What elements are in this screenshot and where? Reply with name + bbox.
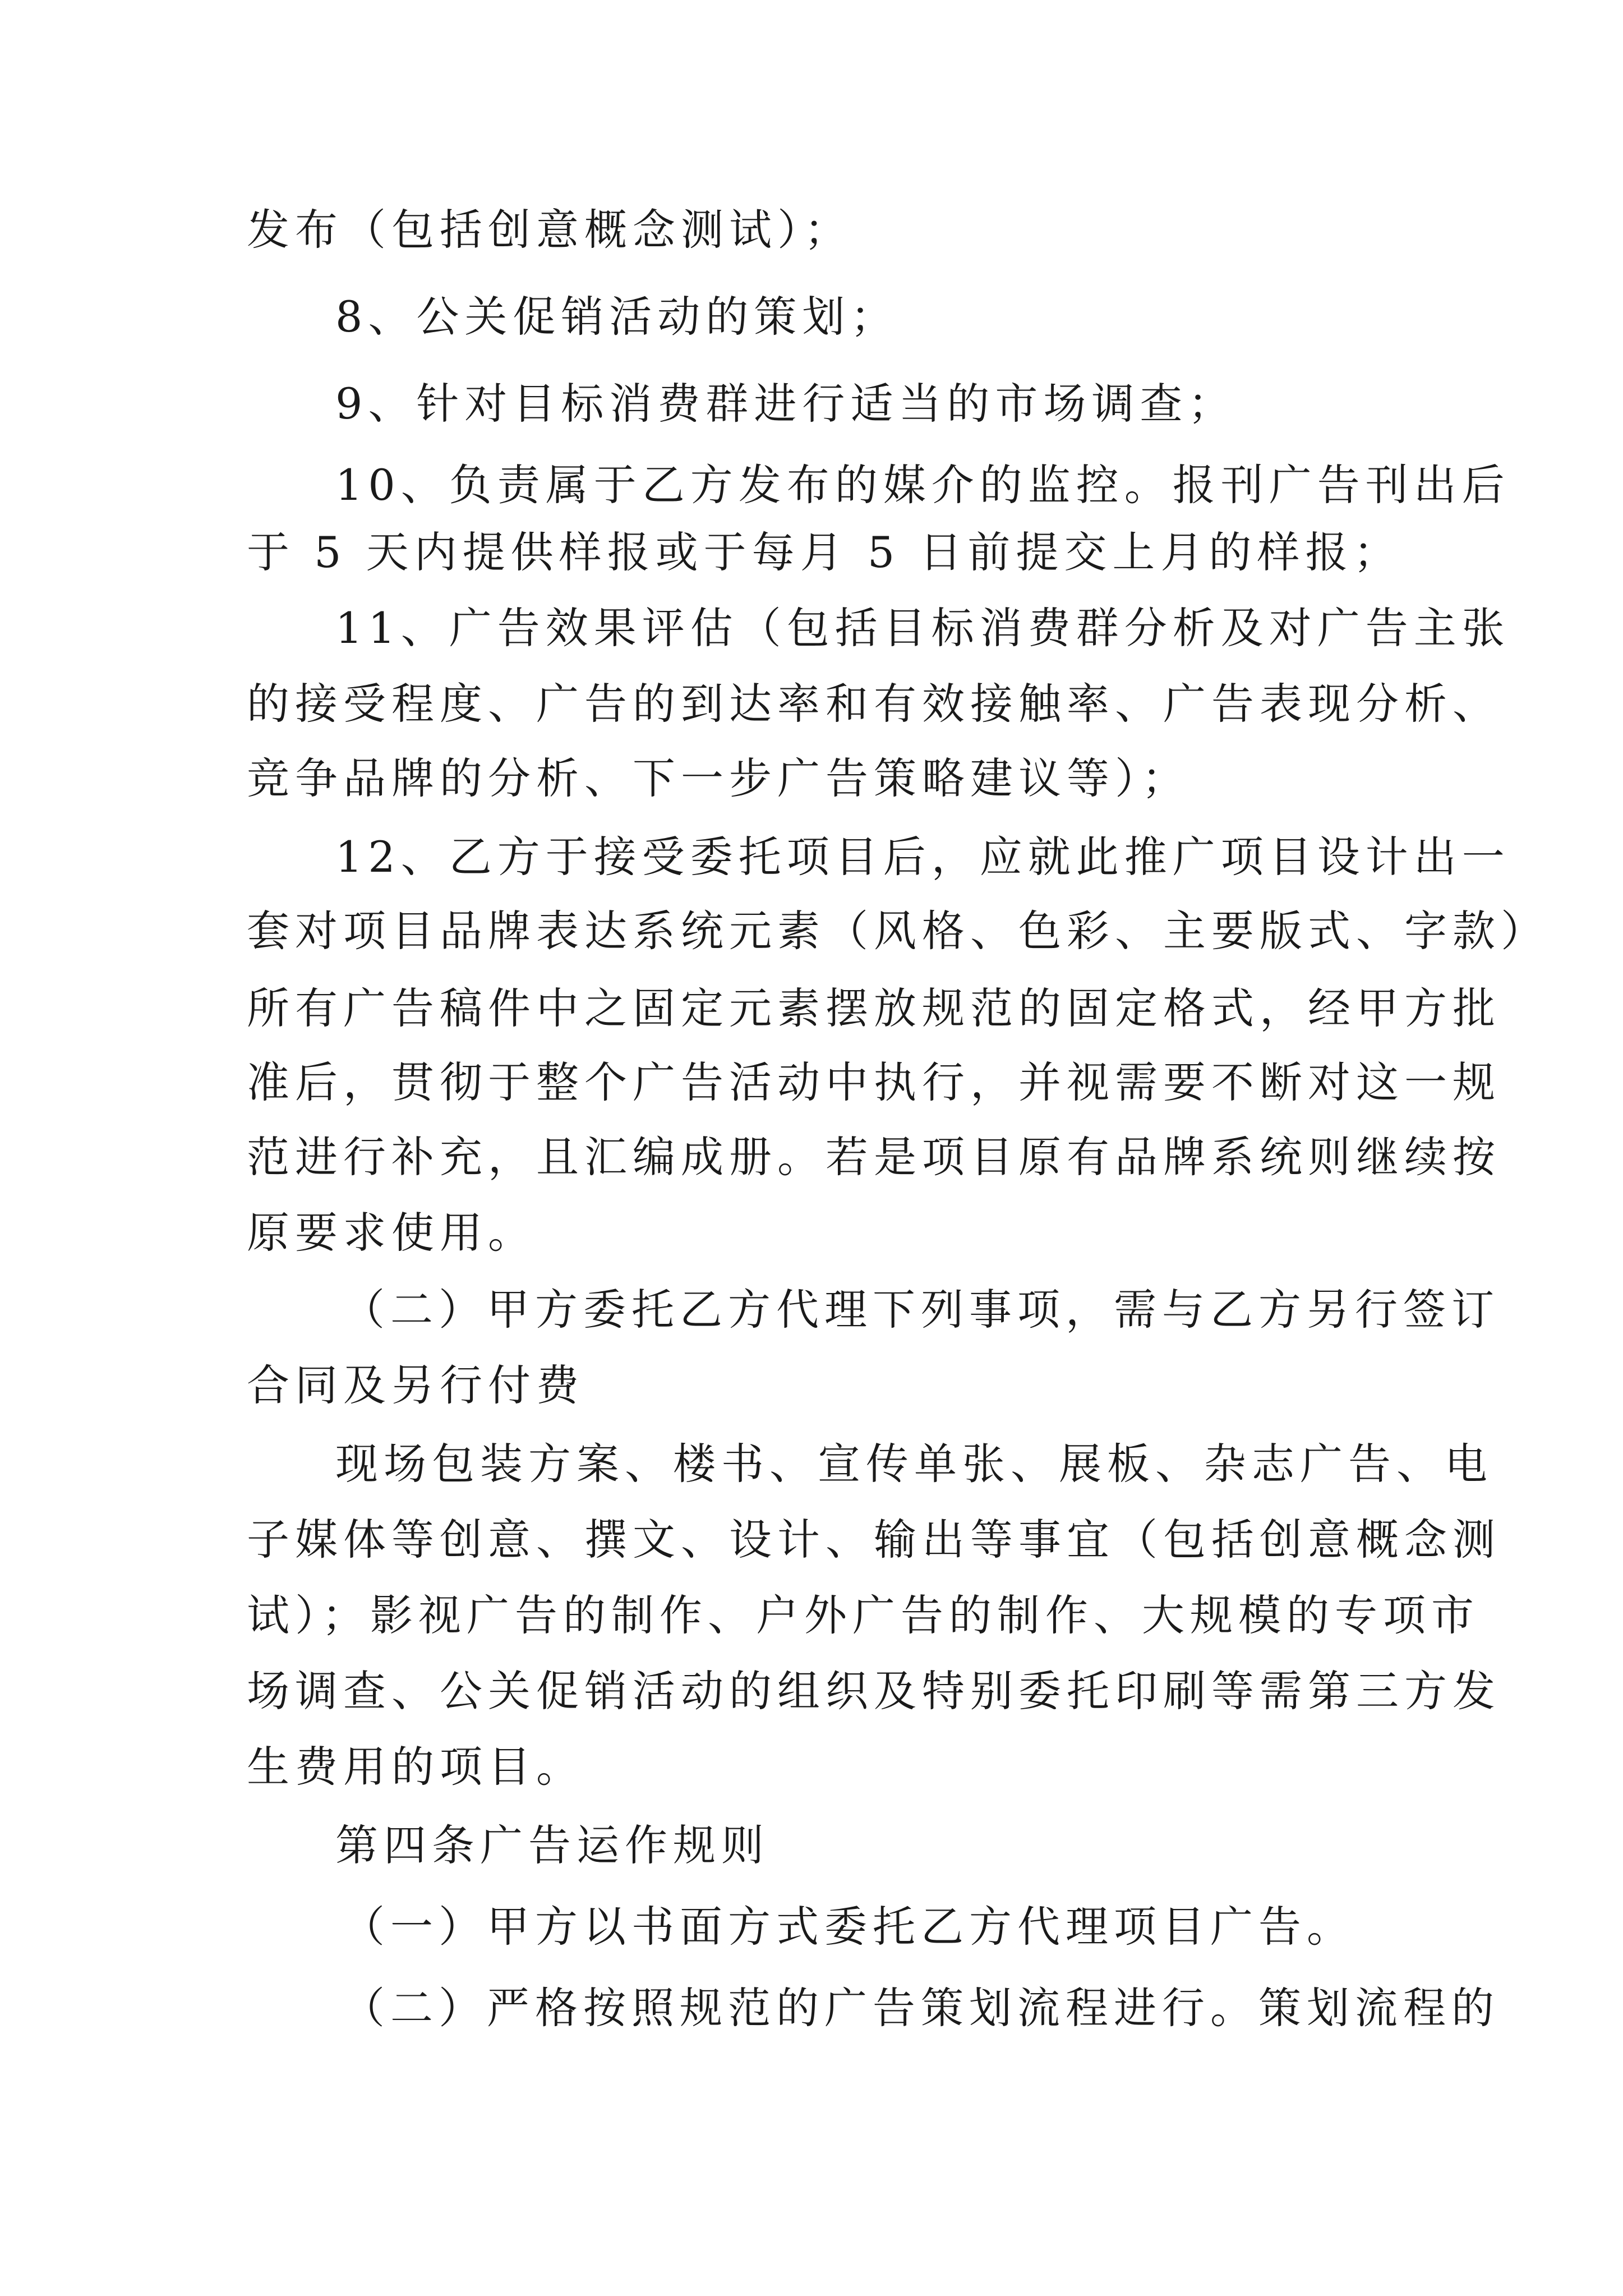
paragraph-line: 场调查、公关促销活动的组织及特别委托印刷等需第三方发 (247, 1666, 1501, 1716)
paragraph-line: 于 5 天内提供样报或于每月 5 日前提交上月的样报； (247, 527, 1402, 577)
paragraph-line: 竞争品牌的分析、下一步广告策略建议等）； (247, 753, 1190, 803)
paragraph-line: 11、广告效果评估（包括目标消费群分析及对广告主张 (335, 603, 1510, 653)
paragraph-line: 现场包装方案、楼书、宣传单张、展板、杂志广告、电 (335, 1439, 1493, 1489)
section-heading: （二）甲方委托乙方代理下列事项，需与乙方另行签订 (342, 1285, 1500, 1335)
paragraph-line: 发布（包括创意概念测试）； (247, 205, 852, 255)
paragraph-line: 准后，贯彻于整个广告活动中执行，并视需要不断对这一规 (247, 1057, 1501, 1107)
paragraph-line: 试）；影视广告的制作、户外广告的制作、大规模的专项市 (247, 1590, 1479, 1640)
paragraph-line: 10、负责属于乙方发布的媒介的监控。报刊广告刊出后 (335, 460, 1510, 510)
paragraph-line: 的接受程度、广告的到达率和有效接触率、广告表现分析、 (247, 679, 1501, 729)
paragraph-line: 原要求使用。 (247, 1208, 536, 1258)
paragraph-line: 套对项目品牌表达系统元素（风格、色彩、主要版式、字款） (247, 906, 1549, 956)
article-heading: 第四条广告运作规则 (335, 1820, 769, 1870)
paragraph-line: 生费用的项目。 (247, 1742, 584, 1792)
paragraph-line: 12、乙方于接受委托项目后，应就此推广项目设计出一 (335, 832, 1510, 882)
paragraph-line: 8、公关促销活动的策划； (335, 292, 899, 342)
paragraph-line: 所有广告稿件中之固定元素摆放规范的固定格式，经甲方批 (247, 983, 1501, 1033)
paragraph-line: 范进行补充，且汇编成册。若是项目原有品牌系统则继续按 (247, 1132, 1501, 1182)
paragraph-line: 合同及另行付费 (247, 1360, 584, 1410)
paragraph-line: （一）甲方以书面方式委托乙方代理项目广告。 (342, 1902, 1355, 1952)
paragraph-line: 9、针对目标消费群进行适当的市场调查； (335, 379, 1237, 429)
paragraph-line: （二）严格按照规范的广告策划流程进行。策划流程的 (342, 1983, 1500, 2033)
paragraph-line: 子媒体等创意、撰文、设计、输出等事宜（包括创意概念测 (247, 1515, 1501, 1565)
